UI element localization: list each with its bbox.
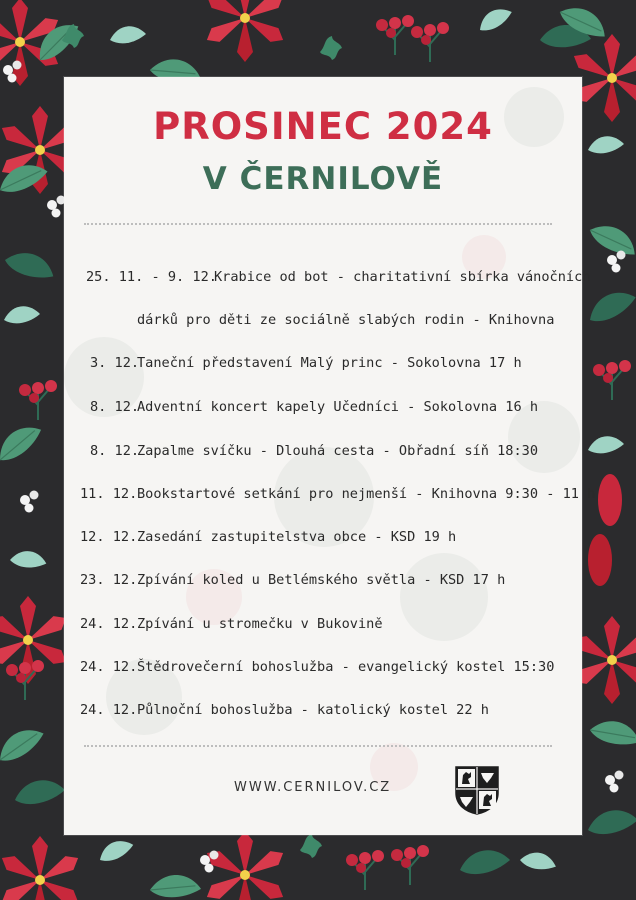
event-row: [64, 480, 596, 508]
event-date: 23. 12.: [80, 572, 138, 588]
event-row: [64, 523, 582, 551]
event-description: Krabice od bot - charitativní sbírka vánočních: [214, 269, 591, 285]
event-description: Zpívání koled u Betlémského světla - KSD 17 h: [137, 572, 506, 588]
event-description: Zpívání u stromečku v Bukovině: [137, 616, 383, 632]
page-subtitle: V ČERNILOVĚ: [202, 161, 444, 197]
event-date: 11. 12.: [80, 486, 138, 502]
event-row: [64, 610, 582, 638]
dotted-divider-bottom: [84, 745, 552, 747]
event-description: Půlnoční bohoslužba - katolický kostel 22 h: [137, 702, 489, 718]
website-link[interactable]: WWW.CERNILOV.CZ: [234, 780, 392, 795]
event-row-continuation: [64, 306, 582, 334]
event-description: Štědrovečerní bohoslužba - evangelický kostel 15:30: [137, 659, 555, 675]
event-date: 24. 12.: [80, 616, 138, 632]
event-description: Zasedání zastupitelstva obce - KSD 19 h: [137, 529, 457, 545]
event-date: 24. 12.: [80, 659, 138, 675]
event-date: 3. 12.: [90, 355, 140, 371]
event-row: [64, 393, 582, 421]
event-row: [64, 566, 582, 594]
event-description: Bookstartové setkání pro nejmenší - Knihovna 9:30 - 11 h: [137, 486, 596, 502]
page-title: PROSINEC 2024: [153, 105, 493, 148]
event-row: [64, 349, 582, 377]
event-date: 8. 12.: [90, 399, 140, 415]
event-row: [64, 437, 582, 465]
event-row: [64, 653, 582, 681]
dotted-divider-top: [84, 223, 552, 225]
event-description: Adventní koncert kapely Učedníci - Sokolovna 16 h: [137, 399, 539, 415]
event-description: Taneční představení Malý princ - Sokolovna 17 h: [137, 355, 522, 371]
municipal-crest-icon: [454, 765, 500, 815]
event-date: 24. 12.: [80, 702, 138, 718]
event-row: [64, 263, 591, 291]
event-description: Zapalme svíčku - Dlouhá cesta - Obřadní síň 18:30: [137, 443, 539, 459]
event-date: 12. 12.: [80, 529, 138, 545]
event-date: 8. 12.: [90, 443, 140, 459]
event-card: [64, 77, 596, 835]
event-description: dárků pro děti ze sociálně slabých rodin - Knihovna: [137, 312, 555, 328]
event-date: 25. 11. - 9. 12.: [86, 269, 217, 285]
event-row: [64, 696, 582, 724]
